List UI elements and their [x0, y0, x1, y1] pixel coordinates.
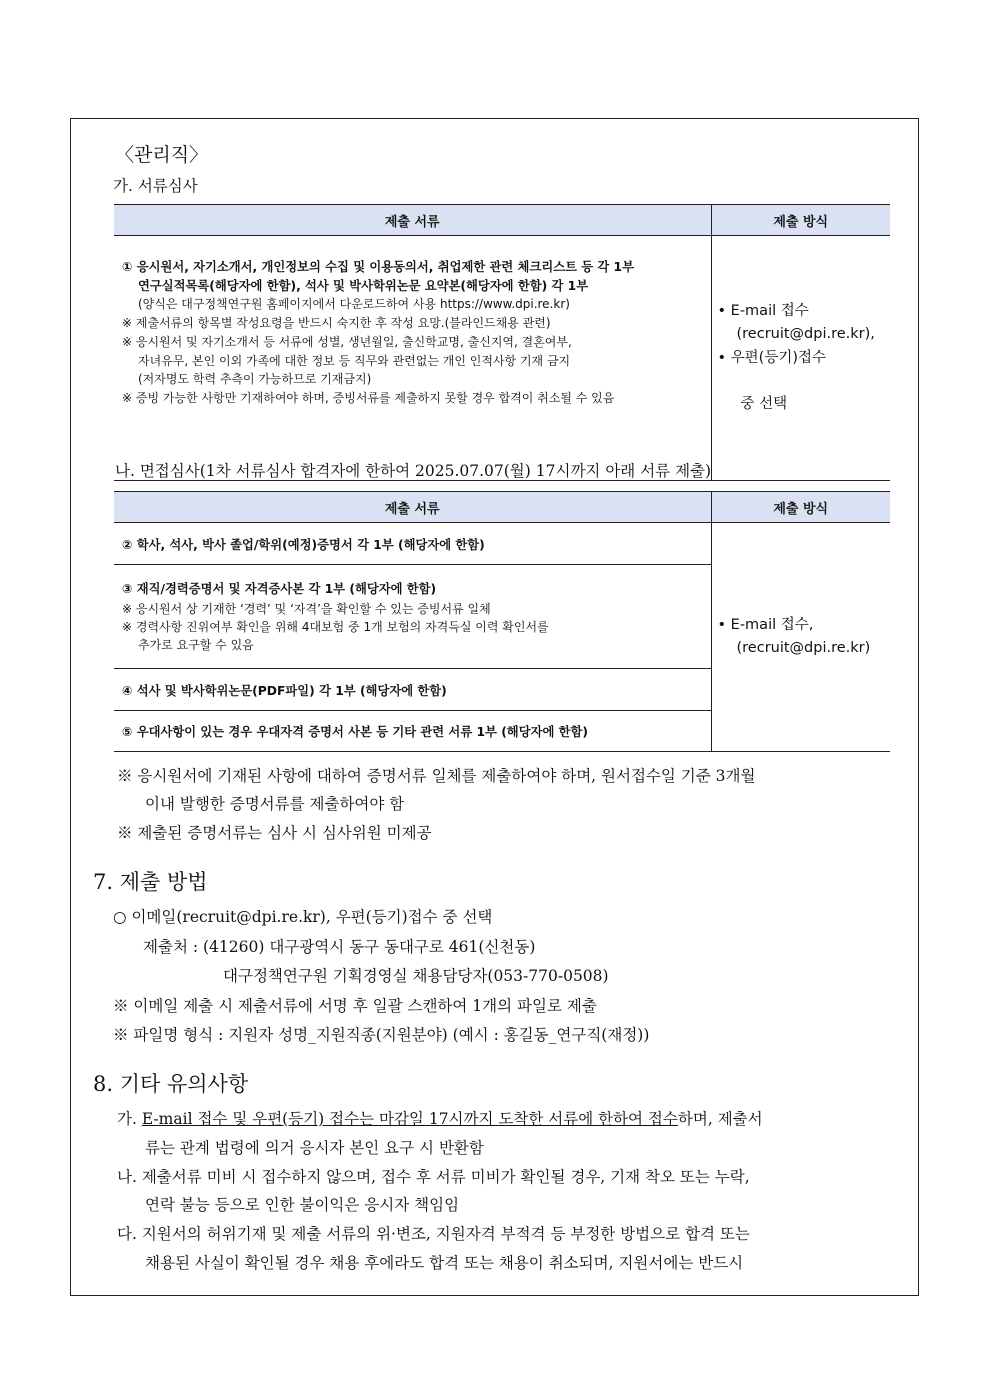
header-submission-method: 제출 방식 [711, 205, 890, 236]
item-5: ⑤ 우대사항이 있는 경우 우대자격 증명서 사본 등 기타 관련 서류 1부 (해당자에 한함) [122, 725, 588, 739]
section-8-title: 8. 기타 유의사항 [93, 1072, 249, 1096]
doc-note-3: ※ 증빙 가능한 사항만 기재하여야 하며, 증빙서류를 제출하지 못할 경우 합격이 취소될 수 있음 [122, 390, 615, 405]
doc-line-2: 연구실적목록(해당자에 한함), 석사 및 박사학위논문 요약본(해당자에 한함) 각 1부 [138, 278, 589, 293]
note-2: ※ 제출된 증명서류는 심사 시 심사위원 미제공 [117, 824, 432, 842]
section-a-title: 가. 서류심사 [113, 177, 198, 195]
doc-note-2a: ※ 응시원서 및 자기소개서 등 서류에 성별, 생년월일, 출신학교명, 출신지역, 결혼여부, [122, 334, 572, 349]
doc-note-2c: (저자명도 학력 추측이 가능하므로 기재금지) [138, 372, 372, 387]
method-email-address: (recruit@dpi.re.kr), [736, 326, 875, 342]
section-8-item-c-line-2: 채용된 사실이 확인될 경우 채용 후에라도 합격 또는 채용이 취소되며, 지원서에는 반드시 [145, 1254, 744, 1272]
item-2-cell [114, 523, 711, 565]
section-8-item-a-line-1 [117, 1107, 763, 1129]
item-3: ③ 재직/경력증명서 및 자격증사본 각 1부 (해당자에 한함) [122, 582, 437, 596]
method-email: • E-mail 접수, [717, 616, 814, 633]
section-b-title: 나. 면접심사(1차 서류심사 합격자에 한하여 2025.07.07(월) 17시까지 아래 서류 제출) [115, 462, 712, 480]
method-choose: 중 선택 [740, 396, 788, 412]
method-post: • 우편(등기)접수 [717, 349, 827, 366]
item-3-note-2b: 추가로 요구할 수 있음 [138, 638, 254, 652]
method-cell [711, 523, 890, 752]
section-7-line-5: ※ 파일명 형식 : 지원자 성명_지원직종(지원분야) (예시 : 홍길동_연구직(재정)) [113, 1026, 650, 1044]
method-cell [711, 236, 890, 481]
table-header-row [114, 492, 890, 523]
item-3-note-1: ※ 응시원서 상 기재한 ‘경력’ 및 ‘자격’을 확인할 수 있는 증빙서류 일체 [122, 602, 491, 616]
item-a-underlined: E-mail 접수 및 우편(등기) 접수는 마감일 17시까지 도착한 서류에 한하여 접수 [141, 1110, 678, 1128]
section-7-line-4: ※ 이메일 제출 시 제출서류에 서명 후 일괄 스캔하여 1개의 파일로 제출 [113, 997, 597, 1015]
note-1a: ※ 응시원서에 기재된 사항에 대하여 증명서류 일체를 제출하여야 하며, 원서접수일 기준 3개월 [117, 767, 756, 785]
item-5-cell [114, 711, 711, 752]
item-2: ② 학사, 석사, 박사 졸업/학위(예정)증명서 각 1부 (해당자에 한함) [122, 537, 485, 552]
section-8-item-a-line-2: 류는 관계 법령에 의거 응시자 본인 요구 시 반환함 [145, 1139, 484, 1157]
item-4: ④ 석사 및 박사학위논문(PDF파일) 각 1부 (해당자에 한함) [122, 683, 447, 698]
table-document-screening [114, 204, 890, 481]
table-interview-screening [114, 491, 890, 752]
section-7-line-2: 제출처 : (41260) 대구광역시 동구 동대구로 461(신천동) [143, 938, 536, 956]
header-submitted-documents: 제출 서류 [114, 492, 711, 523]
section-7-line-1: ○ 이메일(recruit@dpi.re.kr), 우편(등기)접수 중 선택 [113, 908, 493, 926]
doc-note-1: ※ 제출서류의 항목별 작성요령을 반드시 숙지한 후 작성 요망.(블라인드채용 관련) [122, 316, 551, 331]
category-title: 〈관리직〉 [115, 144, 209, 166]
table-row [114, 523, 890, 565]
method-email: • E-mail 접수 [717, 302, 809, 319]
section-8-item-b-line-2: 연락 불능 등으로 인한 불이익은 응시자 책임임 [145, 1196, 460, 1214]
doc-line-1: ① 응시원서, 자기소개서, 개인정보의 수집 및 이용동의서, 취업제한 관련 체크리스트 등 각 1부 [122, 260, 634, 274]
method-email-address: (recruit@dpi.re.kr) [736, 640, 871, 656]
item-4-cell [114, 669, 711, 711]
table-row [114, 236, 890, 481]
item-a-rest: 하며, 제출서 [677, 1110, 763, 1128]
section-8-item-b-line-1: 나. 제출서류 미비 시 접수하지 않으며, 접수 후 서류 미비가 확인될 경우, 기재 착오 또는 누락, [117, 1168, 750, 1186]
section-7-line-3: 대구정책연구원 기획경영실 채용담당자(053-770-0508) [223, 967, 609, 985]
table-header-row [114, 205, 890, 236]
item-a-prefix: 가. [117, 1110, 142, 1128]
section-7-title: 7. 제출 방법 [93, 870, 208, 894]
item-3-note-2a: ※ 경력사항 진위여부 확인을 위해 4대보험 중 1개 보험의 자격득실 이력 확인서를 [122, 620, 549, 634]
doc-line-3: (양식은 대구정책연구원 홈페이지에서 다운로드하여 사용 https://www.dpi.re.kr) [138, 297, 570, 312]
doc-note-2b: 자녀유무, 본인 이외 가족에 대한 정보 등 직무와 관련없는 개인 인적사항 기재 금지 [138, 353, 571, 368]
section-8-item-c-line-1: 다. 지원서의 허위기재 및 제출 서류의 위·변조, 지원자격 부적격 등 부정한 방법으로 합격 또는 [117, 1225, 750, 1243]
header-submitted-documents: 제출 서류 [114, 205, 711, 236]
documents-cell [114, 236, 711, 481]
item-3-cell [114, 565, 711, 669]
note-1b: 이내 발행한 증명서류를 제출하여야 함 [145, 795, 405, 813]
header-submission-method: 제출 방식 [711, 492, 890, 523]
